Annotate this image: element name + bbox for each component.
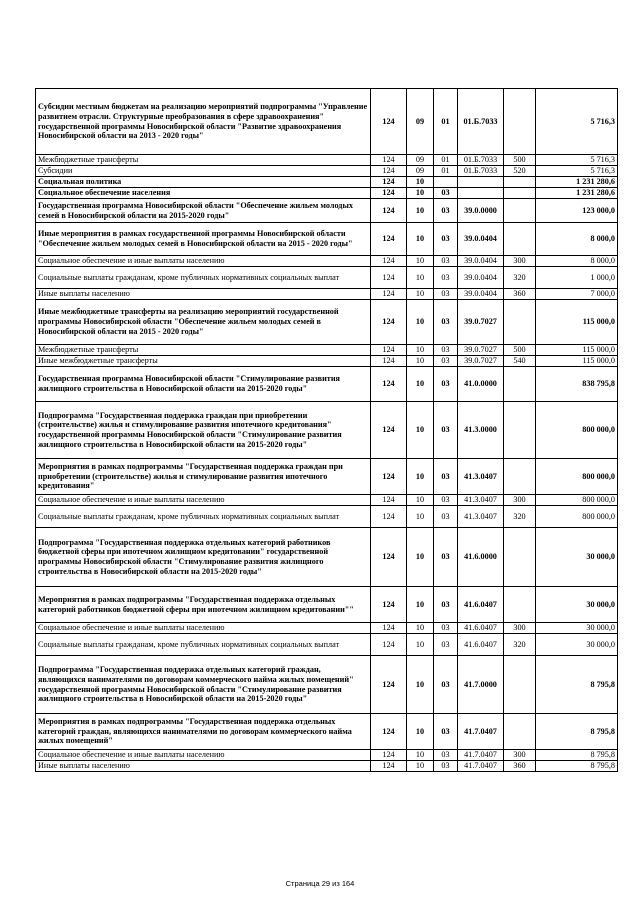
table-row xyxy=(36,528,618,587)
row-subsection-code: 03 xyxy=(434,223,458,256)
row-amount: 5 716,3 xyxy=(536,89,618,155)
row-subsection-code: 01 xyxy=(434,89,458,155)
row-section-code: 10 xyxy=(407,199,434,223)
row-expense-type-code: 320 xyxy=(504,634,536,656)
row-section-code: 10 xyxy=(407,528,434,587)
row-target-code: 01.Б.7033 xyxy=(458,155,504,166)
row-section-code: 09 xyxy=(407,166,434,177)
row-section-code: 10 xyxy=(407,223,434,256)
row-section-code: 10 xyxy=(407,267,434,289)
row-name: Социальное обеспечение и иные выплаты населению xyxy=(36,256,371,267)
row-admin-code: 124 xyxy=(371,289,407,300)
row-section-code: 10 xyxy=(407,188,434,199)
row-admin-code: 124 xyxy=(371,634,407,656)
row-subsection-code: 03 xyxy=(434,506,458,528)
row-amount: 115 000,0 xyxy=(536,300,618,345)
row-admin-code: 124 xyxy=(371,223,407,256)
row-subsection-code: 03 xyxy=(434,714,458,750)
row-target-code: 41.7.0407 xyxy=(458,761,504,772)
table-row xyxy=(36,495,618,506)
row-amount: 838 795,8 xyxy=(536,367,618,402)
row-admin-code: 124 xyxy=(371,714,407,750)
row-name: Государственная программа Новосибирской области "Обеспечение жильем молодых семей в Новосибирской области на 2015-2020 годы" xyxy=(36,199,371,223)
row-section-code: 10 xyxy=(407,402,434,459)
row-name: Межбюджетные трансферты xyxy=(36,345,371,356)
row-admin-code: 124 xyxy=(371,256,407,267)
row-amount: 8 000,0 xyxy=(536,223,618,256)
table-row xyxy=(36,289,618,300)
row-amount: 115 000,0 xyxy=(536,345,618,356)
row-section-code: 10 xyxy=(407,459,434,495)
row-expense-type-code: 320 xyxy=(504,267,536,289)
table-row xyxy=(36,761,618,772)
row-target-code: 39.0.0404 xyxy=(458,223,504,256)
row-admin-code: 124 xyxy=(371,300,407,345)
row-target-code xyxy=(458,177,504,188)
row-section-code: 10 xyxy=(407,356,434,367)
row-subsection-code: 01 xyxy=(434,155,458,166)
row-subsection-code: 03 xyxy=(434,199,458,223)
row-admin-code: 124 xyxy=(371,623,407,634)
row-section-code: 10 xyxy=(407,623,434,634)
row-subsection-code: 03 xyxy=(434,623,458,634)
row-expense-type-code: 500 xyxy=(504,345,536,356)
table-row xyxy=(36,166,618,177)
row-name: Государственная программа Новосибирской области "Стимулирование развития жилищного строительства в Новосибирской области на 2015-2020 годы" xyxy=(36,367,371,402)
row-subsection-code: 03 xyxy=(434,495,458,506)
table-row xyxy=(36,177,618,188)
table-row xyxy=(36,459,618,495)
row-subsection-code: 03 xyxy=(434,289,458,300)
row-subsection-code: 03 xyxy=(434,750,458,761)
table-row xyxy=(36,714,618,750)
row-target-code: 41.7.0407 xyxy=(458,714,504,750)
row-expense-type-code: 300 xyxy=(504,623,536,634)
row-amount: 1 000,0 xyxy=(536,267,618,289)
row-expense-type-code xyxy=(504,402,536,459)
row-admin-code: 124 xyxy=(371,199,407,223)
row-expense-type-code: 320 xyxy=(504,506,536,528)
row-expense-type-code: 300 xyxy=(504,495,536,506)
row-name: Социальное обеспечение и иные выплаты населению xyxy=(36,750,371,761)
row-amount: 8 000,0 xyxy=(536,256,618,267)
row-admin-code: 124 xyxy=(371,656,407,714)
row-name: Социальные выплаты гражданам, кроме публичных нормативных социальных выплат xyxy=(36,267,371,289)
row-subsection-code: 03 xyxy=(434,459,458,495)
row-expense-type-code xyxy=(504,459,536,495)
row-name: Социальные выплаты гражданам, кроме публичных нормативных социальных выплат xyxy=(36,506,371,528)
row-target-code: 41.7.0407 xyxy=(458,750,504,761)
row-name: Мероприятия в рамках подпрограммы "Государственная поддержка отдельных категорий граждан, являющихся нанимателями по договорам коммерческого найма жилых помещений" xyxy=(36,714,371,750)
row-name: Иные выплаты населению xyxy=(36,761,371,772)
table-row xyxy=(36,587,618,623)
row-target-code: 41.0.0000 xyxy=(458,367,504,402)
row-admin-code: 124 xyxy=(371,155,407,166)
row-name: Подпрограмма "Государственная поддержка отдельных категорий граждан, являющихся нанимателями по договорам коммерческого найма жилых помещений" государственной программы Новосибирской области "Стимулирование развития жилищного строительства в Новосибирской области на 2015-2020 годы" xyxy=(36,656,371,714)
row-expense-type-code: 520 xyxy=(504,166,536,177)
row-expense-type-code xyxy=(504,223,536,256)
row-section-code: 10 xyxy=(407,367,434,402)
row-amount: 5 716,3 xyxy=(536,166,618,177)
row-section-code: 10 xyxy=(407,289,434,300)
row-expense-type-code: 500 xyxy=(504,155,536,166)
row-subsection-code: 03 xyxy=(434,587,458,623)
row-admin-code: 124 xyxy=(371,750,407,761)
table-row xyxy=(36,623,618,634)
row-subsection-code: 03 xyxy=(434,356,458,367)
row-admin-code: 124 xyxy=(371,761,407,772)
table-row xyxy=(36,223,618,256)
row-admin-code: 124 xyxy=(371,367,407,402)
row-name: Иные межбюджетные трансферты на реализацию мероприятий государственной программы Новосибирской области "Обеспечение жильем молодых семей в Новосибирской области на 2015 - 2020 годы" xyxy=(36,300,371,345)
row-target-code: 41.6.0407 xyxy=(458,623,504,634)
row-target-code: 01.Б.7033 xyxy=(458,166,504,177)
row-admin-code: 124 xyxy=(371,506,407,528)
row-expense-type-code xyxy=(504,367,536,402)
row-amount: 5 716,3 xyxy=(536,155,618,166)
row-expense-type-code xyxy=(504,528,536,587)
table-row xyxy=(36,155,618,166)
table-row xyxy=(36,634,618,656)
row-section-code: 10 xyxy=(407,345,434,356)
row-subsection-code: 03 xyxy=(434,267,458,289)
row-expense-type-code xyxy=(504,656,536,714)
row-section-code: 10 xyxy=(407,750,434,761)
row-target-code: 39.0.0404 xyxy=(458,267,504,289)
row-amount: 123 000,0 xyxy=(536,199,618,223)
row-amount: 800 000,0 xyxy=(536,402,618,459)
row-name: Социальное обеспечение и иные выплаты населению xyxy=(36,495,371,506)
row-target-code: 41.3.0000 xyxy=(458,402,504,459)
row-subsection-code: 03 xyxy=(434,345,458,356)
row-target-code: 39.0.7027 xyxy=(458,356,504,367)
table-row xyxy=(36,506,618,528)
row-section-code: 10 xyxy=(407,587,434,623)
row-admin-code: 124 xyxy=(371,188,407,199)
row-target-code: 01.Б.7033 xyxy=(458,89,504,155)
row-name: Иные выплаты населению xyxy=(36,289,371,300)
row-amount: 8 795,8 xyxy=(536,761,618,772)
table-row xyxy=(36,402,618,459)
row-amount: 800 000,0 xyxy=(536,459,618,495)
row-name: Подпрограмма "Государственная поддержка отдельных категорий работников бюджетной сферы при ипотечном жилищном кредитовании" государственной программы Новосибирской области "Стимулирование развития жилищного строительства в Новосибирской области на 2015-2020 годы" xyxy=(36,528,371,587)
row-target-code: 41.6.0407 xyxy=(458,587,504,623)
row-expense-type-code xyxy=(504,300,536,345)
table-row xyxy=(36,750,618,761)
row-admin-code: 124 xyxy=(371,459,407,495)
row-amount: 30 000,0 xyxy=(536,634,618,656)
row-amount: 8 795,8 xyxy=(536,750,618,761)
row-amount: 800 000,0 xyxy=(536,495,618,506)
row-section-code: 10 xyxy=(407,634,434,656)
row-amount: 1 231 280,6 xyxy=(536,188,618,199)
row-target-code: 41.6.0000 xyxy=(458,528,504,587)
row-amount: 1 231 280,6 xyxy=(536,177,618,188)
row-name: Субсидии xyxy=(36,166,371,177)
row-name: Социальные выплаты гражданам, кроме публичных нормативных социальных выплат xyxy=(36,634,371,656)
row-amount: 30 000,0 xyxy=(536,587,618,623)
row-name: Социальное обеспечение населения xyxy=(36,188,371,199)
row-subsection-code: 03 xyxy=(434,761,458,772)
row-name: Мероприятия в рамках подпрограммы "Государственная поддержка граждан при приобретении (строительстве) жилья и стимулирование развития ипотечного кредитования" xyxy=(36,459,371,495)
row-name: Иные межбюджетные трансферты xyxy=(36,356,371,367)
row-expense-type-code xyxy=(504,188,536,199)
row-section-code: 09 xyxy=(407,155,434,166)
row-target-code: 39.0.7027 xyxy=(458,300,504,345)
row-admin-code: 124 xyxy=(371,345,407,356)
row-amount: 8 795,8 xyxy=(536,656,618,714)
row-name: Мероприятия в рамках подпрограммы "Государственная поддержка отдельных категорий работников бюджетной сферы при ипотечном жилищном кредитовании"" xyxy=(36,587,371,623)
row-section-code: 10 xyxy=(407,714,434,750)
row-expense-type-code xyxy=(504,714,536,750)
row-section-code: 10 xyxy=(407,256,434,267)
row-section-code: 10 xyxy=(407,495,434,506)
row-subsection-code: 03 xyxy=(434,634,458,656)
row-subsection-code: 03 xyxy=(434,656,458,714)
row-target-code: 41.3.0407 xyxy=(458,459,504,495)
row-subsection-code: 03 xyxy=(434,188,458,199)
row-amount: 800 000,0 xyxy=(536,506,618,528)
table-row xyxy=(36,345,618,356)
row-name: Социальное обеспечение и иные выплаты населению xyxy=(36,623,371,634)
row-amount: 115 000,0 xyxy=(536,356,618,367)
table-row xyxy=(36,267,618,289)
row-admin-code: 124 xyxy=(371,89,407,155)
budget-table xyxy=(35,88,618,772)
row-expense-type-code: 360 xyxy=(504,761,536,772)
row-admin-code: 124 xyxy=(371,402,407,459)
row-subsection-code: 03 xyxy=(434,528,458,587)
row-section-code: 10 xyxy=(407,506,434,528)
row-admin-code: 124 xyxy=(371,267,407,289)
row-section-code: 10 xyxy=(407,177,434,188)
row-section-code: 10 xyxy=(407,300,434,345)
table-row xyxy=(36,89,618,155)
row-amount: 8 795,8 xyxy=(536,714,618,750)
row-subsection-code: 03 xyxy=(434,300,458,345)
row-admin-code: 124 xyxy=(371,177,407,188)
row-target-code: 39.0.7027 xyxy=(458,345,504,356)
row-admin-code: 124 xyxy=(371,587,407,623)
row-target-code: 41.7.0000 xyxy=(458,656,504,714)
row-subsection-code xyxy=(434,177,458,188)
page-footer: Страница 29 из 164 xyxy=(285,879,355,888)
table-row xyxy=(36,300,618,345)
row-expense-type-code xyxy=(504,587,536,623)
row-subsection-code: 03 xyxy=(434,402,458,459)
row-name: Субсидии местным бюджетам на реализацию мероприятий подпрограммы "Управление развитием отрасли. Структурные преобразования в сфере здравоохранения" государственной программы Новосибирской области "Развитие здравоохранения Новосибирской области на 2013 - 2020 годы" xyxy=(36,89,371,155)
row-expense-type-code: 300 xyxy=(504,750,536,761)
row-expense-type-code xyxy=(504,199,536,223)
row-admin-code: 124 xyxy=(371,356,407,367)
row-section-code: 10 xyxy=(407,656,434,714)
row-expense-type-code: 360 xyxy=(504,289,536,300)
row-target-code: 39.0.0404 xyxy=(458,289,504,300)
row-name: Социальная политика xyxy=(36,177,371,188)
row-expense-type-code xyxy=(504,89,536,155)
row-amount: 30 000,0 xyxy=(536,528,618,587)
row-target-code: 41.3.0407 xyxy=(458,495,504,506)
table-row xyxy=(36,188,618,199)
row-amount: 7 000,0 xyxy=(536,289,618,300)
table-row xyxy=(36,356,618,367)
row-expense-type-code: 540 xyxy=(504,356,536,367)
row-admin-code: 124 xyxy=(371,495,407,506)
row-target-code xyxy=(458,188,504,199)
row-expense-type-code xyxy=(504,177,536,188)
row-section-code: 09 xyxy=(407,89,434,155)
row-subsection-code: 03 xyxy=(434,256,458,267)
row-subsection-code: 01 xyxy=(434,166,458,177)
row-admin-code: 124 xyxy=(371,166,407,177)
row-target-code: 41.3.0407 xyxy=(458,506,504,528)
row-admin-code: 124 xyxy=(371,528,407,587)
row-target-code: 39.0.0000 xyxy=(458,199,504,223)
table-row xyxy=(36,656,618,714)
table-row xyxy=(36,256,618,267)
row-name: Подпрограмма "Государственная поддержка граждан при приобретении (строительстве) жилья и стимулирование развития ипотечного кредитования" государственной программы Новосибирской области "Стимулирование развития жилищного строительства в Новосибирской области на 2015-2020 годы" xyxy=(36,402,371,459)
table-row xyxy=(36,367,618,402)
budget-table-body xyxy=(36,89,618,772)
row-expense-type-code: 300 xyxy=(504,256,536,267)
row-name: Межбюджетные трансферты xyxy=(36,155,371,166)
table-row xyxy=(36,199,618,223)
row-name: Иные мероприятия в рамках государственной программы Новосибирской области "Обеспечение жильем молодых семей в Новосибирской области на 2015 - 2020 годы" xyxy=(36,223,371,256)
row-amount: 30 000,0 xyxy=(536,623,618,634)
row-subsection-code: 03 xyxy=(434,367,458,402)
row-target-code: 41.6.0407 xyxy=(458,634,504,656)
row-target-code: 39.0.0404 xyxy=(458,256,504,267)
row-section-code: 10 xyxy=(407,761,434,772)
